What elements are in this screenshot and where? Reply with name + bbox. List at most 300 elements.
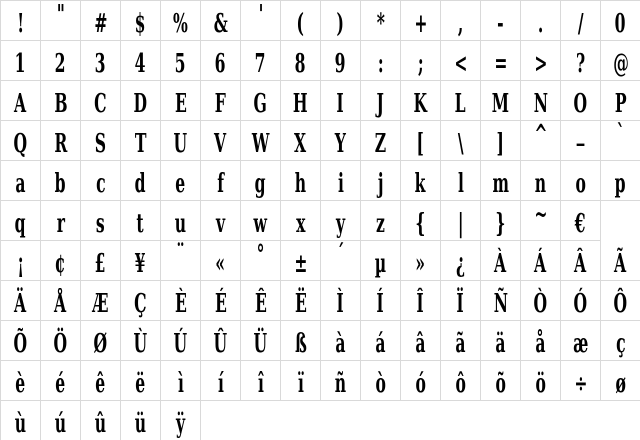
glyph-tile bbox=[561, 117, 601, 161]
glyph: p bbox=[615, 169, 626, 199]
glyph: J bbox=[376, 89, 385, 119]
glyph-tile bbox=[481, 121, 521, 161]
glyph: ç bbox=[615, 329, 626, 359]
glyph-tile bbox=[201, 121, 241, 161]
glyph: ¿ bbox=[455, 249, 466, 279]
glyph: ¡ bbox=[17, 249, 24, 279]
glyph-row bbox=[1, 401, 640, 440]
glyph-tile bbox=[41, 241, 81, 281]
glyph: Å bbox=[54, 289, 67, 319]
glyph: l bbox=[457, 169, 464, 199]
glyph-tile bbox=[161, 41, 201, 81]
glyph-tile bbox=[481, 41, 521, 81]
glyph: ¢ bbox=[55, 249, 66, 279]
glyph: ^ bbox=[533, 120, 548, 150]
glyph: Ò bbox=[533, 289, 548, 319]
glyph: í bbox=[217, 369, 224, 399]
glyph-tile bbox=[521, 161, 561, 201]
glyph-tile bbox=[361, 361, 401, 401]
glyph-tile bbox=[121, 1, 161, 41]
glyph: s bbox=[96, 209, 105, 239]
glyph-tile bbox=[521, 1, 561, 41]
glyph-tile bbox=[41, 161, 81, 201]
glyph-row bbox=[1, 281, 640, 321]
glyph: 8 bbox=[295, 49, 306, 79]
glyph: @ bbox=[612, 49, 629, 79]
glyph-tile bbox=[401, 121, 441, 161]
glyph: ù bbox=[14, 409, 27, 439]
glyph-tile bbox=[481, 321, 521, 361]
glyph-tile bbox=[441, 241, 481, 281]
glyph-tile bbox=[41, 321, 81, 361]
glyph: T bbox=[134, 129, 147, 159]
glyph: ` bbox=[616, 120, 625, 150]
glyph: Ì bbox=[336, 289, 345, 319]
glyph: d bbox=[135, 169, 146, 199]
glyph: à bbox=[335, 329, 346, 359]
glyph: * bbox=[376, 9, 385, 39]
glyph-tile bbox=[481, 81, 521, 121]
glyph: ú bbox=[54, 409, 67, 439]
glyph-tile bbox=[481, 1, 521, 41]
glyph-row bbox=[1, 201, 640, 241]
glyph: µ bbox=[374, 249, 387, 279]
glyph-tile bbox=[201, 1, 241, 41]
glyph: ] bbox=[496, 129, 505, 159]
glyph: B bbox=[53, 89, 68, 119]
glyph: é bbox=[55, 369, 66, 399]
glyph-tile bbox=[361, 1, 401, 41]
glyph: Ù bbox=[133, 329, 148, 359]
glyph: r bbox=[56, 209, 65, 239]
glyph: ! bbox=[17, 9, 24, 39]
glyph-tile bbox=[561, 361, 601, 401]
glyph-tile bbox=[81, 161, 121, 201]
glyph: . bbox=[537, 9, 544, 39]
glyph-tile bbox=[361, 241, 401, 281]
glyph-tile bbox=[161, 281, 201, 321]
glyph: ( bbox=[296, 9, 305, 39]
glyph: V bbox=[214, 129, 227, 159]
glyph: v bbox=[215, 209, 226, 239]
glyph-tile bbox=[601, 161, 640, 201]
glyph: g bbox=[255, 169, 266, 199]
glyph-tile bbox=[81, 81, 121, 121]
glyph: > bbox=[533, 49, 548, 79]
glyph: , bbox=[457, 9, 464, 39]
glyph: E bbox=[174, 89, 187, 119]
glyph-tile bbox=[121, 161, 161, 201]
glyph: X bbox=[294, 129, 307, 159]
glyph: ô bbox=[455, 369, 466, 399]
glyph: 1 bbox=[15, 49, 26, 79]
glyph-tile bbox=[281, 201, 321, 241]
glyph-tile bbox=[321, 161, 361, 201]
glyph: Y bbox=[334, 129, 347, 159]
glyph-tile bbox=[1, 161, 41, 201]
glyph-tile bbox=[321, 321, 361, 361]
glyph-tile bbox=[321, 281, 361, 321]
glyph-tile bbox=[241, 241, 281, 281]
glyph: Ï bbox=[456, 289, 465, 319]
glyph: " bbox=[56, 0, 65, 30]
glyph-tile bbox=[361, 201, 401, 241]
glyph: Ã bbox=[614, 249, 627, 279]
glyph-tile bbox=[281, 121, 321, 161]
glyph-tile bbox=[201, 361, 241, 401]
glyph: { bbox=[415, 209, 426, 239]
glyph: ß bbox=[294, 329, 307, 359]
glyph: _ bbox=[576, 117, 585, 147]
glyph: ' bbox=[258, 0, 263, 30]
glyph: 4 bbox=[135, 49, 146, 79]
glyph-tile bbox=[361, 81, 401, 121]
glyph: ° bbox=[256, 240, 265, 270]
glyph-tile bbox=[441, 281, 481, 321]
glyph: ± bbox=[293, 249, 308, 279]
glyph: t bbox=[136, 209, 145, 239]
glyph: Æ bbox=[92, 289, 109, 319]
glyph-tile bbox=[1, 361, 41, 401]
glyph: } bbox=[495, 209, 506, 239]
glyph-tile bbox=[121, 321, 161, 361]
glyph-tile bbox=[241, 121, 281, 161]
glyph: ä bbox=[495, 329, 506, 359]
glyph-tile bbox=[81, 401, 121, 440]
glyph-tile bbox=[81, 201, 121, 241]
glyph: < bbox=[453, 49, 468, 79]
glyph-tile bbox=[241, 41, 281, 81]
glyph-tile bbox=[401, 81, 441, 121]
glyph-tile bbox=[281, 241, 321, 281]
glyph-tile bbox=[601, 361, 640, 401]
glyph-tile bbox=[361, 281, 401, 321]
glyph-tile bbox=[161, 81, 201, 121]
glyph-tile bbox=[481, 201, 521, 241]
glyph: y bbox=[335, 209, 346, 239]
glyph: ´ bbox=[336, 240, 345, 270]
glyph-tile bbox=[41, 1, 81, 41]
glyph: Ë bbox=[294, 289, 307, 319]
glyph-tile bbox=[281, 361, 321, 401]
glyph: Î bbox=[416, 289, 425, 319]
glyph-tile bbox=[121, 201, 161, 241]
glyph-tile bbox=[601, 321, 640, 361]
glyph-tile bbox=[521, 41, 561, 81]
glyph: F bbox=[214, 89, 227, 119]
glyph-tile bbox=[521, 241, 561, 281]
glyph: u bbox=[174, 209, 187, 239]
glyph-tile bbox=[81, 121, 121, 161]
glyph-tile bbox=[41, 81, 81, 121]
glyph: ò bbox=[375, 369, 386, 399]
glyph: 9 bbox=[335, 49, 346, 79]
glyph: | bbox=[457, 209, 464, 239]
glyph-tile bbox=[441, 161, 481, 201]
glyph-tile bbox=[1, 121, 41, 161]
glyph: H bbox=[293, 89, 308, 119]
glyph-tile bbox=[561, 1, 601, 41]
glyph-row bbox=[1, 41, 640, 81]
glyph-tile bbox=[161, 121, 201, 161]
glyph-tile bbox=[1, 401, 41, 440]
glyph-tile bbox=[561, 161, 601, 201]
glyph: ê bbox=[95, 369, 106, 399]
glyph-tile bbox=[401, 361, 441, 401]
glyph: [ bbox=[416, 129, 425, 159]
glyph-tile bbox=[361, 161, 401, 201]
glyph-tile bbox=[1, 81, 41, 121]
glyph-tile bbox=[601, 41, 640, 81]
glyph: ì bbox=[177, 369, 184, 399]
glyph-tile bbox=[281, 321, 321, 361]
glyph-row bbox=[1, 161, 640, 201]
glyph: « bbox=[215, 249, 226, 279]
glyph: ; bbox=[417, 49, 424, 79]
glyph-tile bbox=[41, 361, 81, 401]
glyph-row bbox=[1, 321, 640, 361]
glyph-tile bbox=[441, 41, 481, 81]
glyph: k bbox=[415, 169, 426, 199]
glyph-tile bbox=[441, 121, 481, 161]
glyph-tile bbox=[361, 41, 401, 81]
glyph: 3 bbox=[95, 49, 106, 79]
glyph: i bbox=[337, 169, 344, 199]
glyph-tile bbox=[121, 41, 161, 81]
glyph-tile bbox=[441, 321, 481, 361]
glyph: e bbox=[175, 169, 186, 199]
glyph-tile bbox=[321, 1, 361, 41]
glyph: w bbox=[253, 209, 268, 239]
glyph-tile bbox=[441, 1, 481, 41]
glyph-row bbox=[1, 1, 640, 41]
glyph-tile bbox=[1, 1, 41, 41]
glyph: K bbox=[413, 89, 428, 119]
glyph: € bbox=[575, 209, 586, 239]
glyph-tile bbox=[521, 281, 561, 321]
glyph: S bbox=[94, 129, 107, 159]
glyph: - bbox=[497, 9, 504, 39]
glyph: L bbox=[455, 89, 466, 119]
glyph-tile bbox=[401, 241, 441, 281]
glyph-tile bbox=[161, 161, 201, 201]
glyph-tile bbox=[41, 121, 81, 161]
glyph-tile bbox=[481, 241, 521, 281]
glyph: $ bbox=[135, 9, 146, 39]
glyph-tile bbox=[121, 401, 161, 440]
glyph-tile bbox=[1, 241, 41, 281]
glyph: U bbox=[173, 129, 188, 159]
glyph-tile bbox=[601, 81, 640, 121]
glyph: É bbox=[214, 289, 227, 319]
glyph: 5 bbox=[175, 49, 186, 79]
glyph-tile bbox=[481, 361, 521, 401]
glyph-tile bbox=[481, 161, 521, 201]
glyph: ë bbox=[135, 369, 146, 399]
glyph: Ú bbox=[173, 329, 188, 359]
glyph: n bbox=[534, 169, 547, 199]
glyph: & bbox=[213, 9, 228, 39]
glyph: j bbox=[377, 169, 384, 199]
glyph: Â bbox=[574, 249, 587, 279]
glyph: À bbox=[494, 249, 507, 279]
glyph: q bbox=[15, 209, 26, 239]
glyph-tile bbox=[521, 81, 561, 121]
glyph-tile bbox=[241, 161, 281, 201]
glyph: ¨ bbox=[176, 240, 185, 270]
glyph-tile bbox=[281, 41, 321, 81]
glyph: x bbox=[295, 209, 306, 239]
glyph-tile bbox=[281, 1, 321, 41]
glyph-tile bbox=[561, 281, 601, 321]
glyph: á bbox=[375, 329, 386, 359]
glyph: / bbox=[577, 9, 584, 39]
glyph-row bbox=[1, 81, 640, 121]
glyph: Õ bbox=[13, 329, 28, 359]
glyph-tile bbox=[481, 281, 521, 321]
glyph-tile bbox=[401, 321, 441, 361]
glyph-tile bbox=[401, 161, 441, 201]
glyph: õ bbox=[495, 369, 506, 399]
glyph: h bbox=[294, 169, 307, 199]
glyph-tile bbox=[241, 81, 281, 121]
glyph: O bbox=[573, 89, 588, 119]
glyph: D bbox=[133, 89, 148, 119]
glyph: R bbox=[54, 129, 67, 159]
glyph-tile bbox=[1, 321, 41, 361]
glyph: Z bbox=[374, 129, 387, 159]
glyph: ) bbox=[336, 9, 345, 39]
glyph: Û bbox=[213, 329, 228, 359]
glyph: £ bbox=[95, 249, 106, 279]
glyph-tile bbox=[41, 41, 81, 81]
glyph: Ä bbox=[14, 289, 27, 319]
glyph: A bbox=[14, 89, 27, 119]
glyph-tile bbox=[81, 361, 121, 401]
glyph: ñ bbox=[334, 369, 347, 399]
glyph-tile bbox=[121, 241, 161, 281]
glyph: m bbox=[492, 169, 509, 199]
glyph-tile bbox=[201, 281, 241, 321]
glyph-tile bbox=[401, 1, 441, 41]
glyph-tile bbox=[81, 281, 121, 321]
glyph: æ bbox=[572, 329, 589, 359]
glyph: î bbox=[257, 369, 264, 399]
glyph-tile bbox=[161, 401, 201, 440]
glyph: ï bbox=[297, 369, 304, 399]
glyph: 2 bbox=[55, 49, 66, 79]
glyph: M bbox=[491, 89, 510, 119]
glyph-tile bbox=[401, 41, 441, 81]
glyph-row bbox=[1, 361, 640, 401]
glyph-tile bbox=[241, 1, 281, 41]
glyph-tile bbox=[121, 121, 161, 161]
glyph: ã bbox=[455, 329, 466, 359]
glyph-tile bbox=[161, 201, 201, 241]
glyph-tile bbox=[281, 281, 321, 321]
glyph-tile bbox=[401, 281, 441, 321]
glyph-tile bbox=[41, 401, 81, 440]
glyph-tile bbox=[241, 201, 281, 241]
glyph: ó bbox=[415, 369, 426, 399]
glyph: ¥ bbox=[135, 249, 146, 279]
glyph-row bbox=[1, 117, 640, 161]
glyph-tile bbox=[401, 201, 441, 241]
glyph: ø bbox=[615, 369, 626, 399]
glyph: Á bbox=[534, 249, 547, 279]
glyph: P bbox=[614, 89, 627, 119]
glyph: Ê bbox=[254, 289, 267, 319]
glyph: : bbox=[377, 49, 384, 79]
glyph: Ö bbox=[53, 329, 68, 359]
glyph-tile bbox=[281, 161, 321, 201]
glyph: Ô bbox=[613, 289, 628, 319]
glyph-tile bbox=[321, 241, 361, 281]
glyph-tile bbox=[561, 201, 601, 241]
glyph-tile bbox=[201, 41, 241, 81]
glyph-tile bbox=[321, 201, 361, 241]
glyph: C bbox=[94, 89, 107, 119]
glyph: Í bbox=[376, 289, 385, 319]
glyph-tile bbox=[361, 121, 401, 161]
glyph: ? bbox=[575, 49, 586, 79]
glyph-tile bbox=[281, 81, 321, 121]
glyph-tile bbox=[121, 361, 161, 401]
glyph: Ó bbox=[573, 289, 588, 319]
glyph-tile bbox=[201, 321, 241, 361]
glyph: ö bbox=[535, 369, 546, 399]
glyph-tile bbox=[81, 1, 121, 41]
glyph-tile bbox=[441, 361, 481, 401]
glyph-tile bbox=[161, 1, 201, 41]
glyph: 6 bbox=[215, 49, 226, 79]
glyph-tile bbox=[521, 321, 561, 361]
glyph: ü bbox=[134, 409, 147, 439]
glyph-tile bbox=[601, 281, 640, 321]
glyph: f bbox=[217, 169, 224, 199]
glyph: â bbox=[415, 329, 426, 359]
glyph-tile bbox=[121, 281, 161, 321]
glyph: Ü bbox=[253, 329, 268, 359]
glyph-tile bbox=[1, 41, 41, 81]
glyph-tile bbox=[521, 201, 561, 241]
glyph-tile bbox=[241, 321, 281, 361]
glyph-tile bbox=[601, 241, 640, 281]
glyph-tile bbox=[161, 321, 201, 361]
glyph-tile bbox=[561, 81, 601, 121]
glyph-tile bbox=[241, 361, 281, 401]
glyph: è bbox=[15, 369, 26, 399]
glyph-tile bbox=[41, 281, 81, 321]
glyph: N bbox=[533, 89, 548, 119]
glyph-tile bbox=[41, 201, 81, 241]
glyph-tile bbox=[201, 81, 241, 121]
glyph: ~ bbox=[533, 200, 548, 230]
glyph: Ç bbox=[134, 289, 147, 319]
glyph-tile bbox=[321, 121, 361, 161]
glyph: z bbox=[376, 209, 385, 239]
glyph: ÿ bbox=[175, 409, 186, 439]
glyph: Q bbox=[13, 129, 28, 159]
glyph: = bbox=[493, 49, 508, 79]
glyph-tile bbox=[521, 361, 561, 401]
glyph-tile bbox=[441, 201, 481, 241]
glyph-tile bbox=[241, 281, 281, 321]
glyph-tile bbox=[201, 161, 241, 201]
glyph: È bbox=[174, 289, 187, 319]
glyph: Ñ bbox=[493, 289, 508, 319]
glyph: Ø bbox=[93, 329, 108, 359]
